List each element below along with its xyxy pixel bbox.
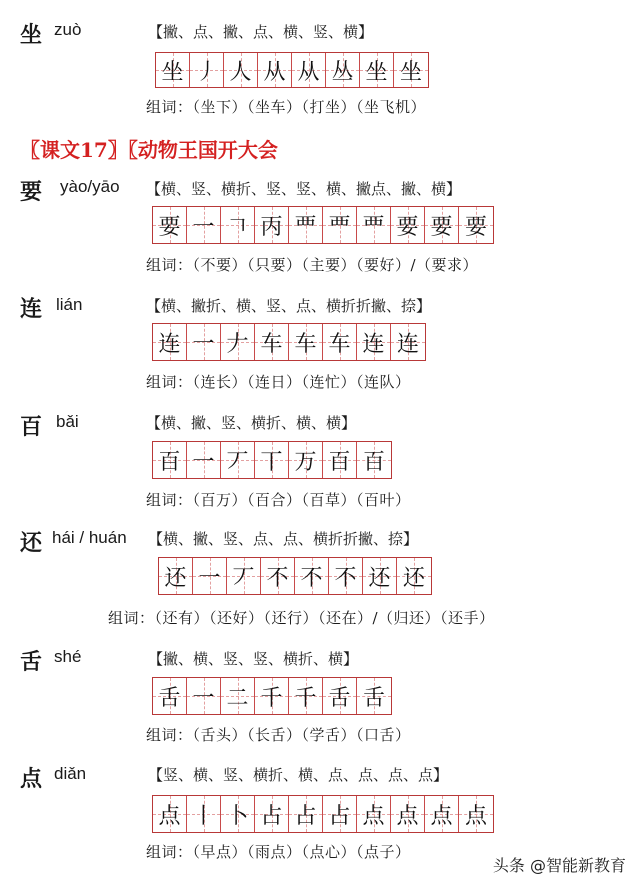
stroke-glyph: 坐 xyxy=(399,59,422,85)
stroke-cell xyxy=(221,678,255,714)
word-examples: 组词：（不要）（只要）（主要）（要好）/（要求） xyxy=(146,256,479,274)
stroke-grid xyxy=(155,52,429,88)
stroke-glyph: 要 xyxy=(158,214,181,240)
stroke-glyph: 万 xyxy=(294,449,317,475)
stroke-order: 【横、撇、竖、点、点、横折折撇、捺】 xyxy=(148,530,419,548)
stroke-glyph: 车 xyxy=(294,331,317,357)
entry-pinyin: bǎi xyxy=(56,412,79,431)
stroke-cell xyxy=(357,207,391,243)
stroke-grid xyxy=(152,323,426,361)
stroke-order: 【撇、点、撇、点、横、竖、横】 xyxy=(148,23,374,41)
stroke-grid xyxy=(152,677,392,715)
stroke-cell xyxy=(292,53,326,87)
stroke-glyph: 百 xyxy=(158,449,181,475)
stroke-glyph: 一 xyxy=(192,685,215,711)
stroke-cell xyxy=(323,324,357,360)
stroke-order: 【撇、横、竖、竖、横折、横】 xyxy=(148,650,359,668)
word-examples: 组词：（连长）（连日）（连忙）（连队） xyxy=(146,373,411,391)
stroke-cell xyxy=(326,53,360,87)
stroke-glyph: 覀 xyxy=(362,214,385,240)
stroke-glyph: 丨 xyxy=(192,803,215,829)
stroke-cell xyxy=(391,324,425,360)
stroke-glyph: 覀 xyxy=(328,214,351,240)
entry-pinyin: hái / huán xyxy=(52,528,127,547)
stroke-cell xyxy=(153,207,187,243)
stroke-cell xyxy=(258,53,292,87)
entry-char: 点 xyxy=(20,767,43,792)
stroke-cell xyxy=(289,207,323,243)
stroke-cell xyxy=(190,53,224,87)
stroke-glyph: 要 xyxy=(430,214,453,240)
stroke-glyph: 一 xyxy=(192,449,215,475)
stroke-cell xyxy=(289,796,323,832)
stroke-cell xyxy=(153,442,187,478)
stroke-cell xyxy=(289,442,323,478)
stroke-glyph: 一 xyxy=(192,214,215,240)
stroke-cell xyxy=(425,796,459,832)
stroke-grid xyxy=(152,206,494,244)
word-examples: 组词：（百万）（百合）（百草）（百叶） xyxy=(146,491,411,509)
stroke-cell xyxy=(391,796,425,832)
stroke-glyph: 二 xyxy=(226,685,249,711)
stroke-cell xyxy=(357,324,391,360)
stroke-glyph: 连 xyxy=(158,331,181,357)
stroke-glyph: 不 xyxy=(300,565,323,591)
stroke-cell xyxy=(156,53,190,87)
entry-pinyin: diǎn xyxy=(54,764,87,783)
stroke-glyph: 丆 xyxy=(232,565,255,591)
word-examples: 组词：（舌头）（长舌）（学舌）（口舌） xyxy=(146,726,411,744)
stroke-glyph: 丿 xyxy=(195,59,218,85)
stroke-order: 【横、撇折、横、竖、点、横折折撇、捺】 xyxy=(146,297,432,315)
stroke-cell xyxy=(193,558,227,594)
stroke-cell xyxy=(261,558,295,594)
stroke-glyph: 𠂇 xyxy=(226,331,249,357)
stroke-cell xyxy=(357,678,391,714)
stroke-cell xyxy=(255,324,289,360)
word-examples: 组词：（早点）（雨点）（点心）（点子） xyxy=(146,843,411,861)
entry-char: 还 xyxy=(20,531,43,556)
stroke-cell xyxy=(224,53,258,87)
stroke-glyph: 还 xyxy=(164,565,187,591)
stroke-glyph: 点 xyxy=(396,803,419,829)
stroke-cell xyxy=(323,442,357,478)
stroke-glyph: 不 xyxy=(334,565,357,591)
stroke-glyph: 点 xyxy=(430,803,453,829)
word-examples: 组词：（坐下）（坐车）（打坐）（坐飞机） xyxy=(146,98,427,116)
entry-pinyin: shé xyxy=(54,647,82,666)
stroke-glyph: 丅 xyxy=(260,449,283,475)
entry-pinyin: yào/yāo xyxy=(60,177,120,196)
entry-char: 要 xyxy=(20,180,43,205)
stroke-cell xyxy=(323,207,357,243)
stroke-glyph: 一 xyxy=(198,565,221,591)
stroke-order: 【横、竖、横折、竖、竖、横、撇点、撇、横】 xyxy=(146,180,462,198)
stroke-glyph: 坐 xyxy=(161,59,184,85)
stroke-glyph: 丛 xyxy=(331,59,354,85)
stroke-glyph: 从 xyxy=(263,59,286,85)
stroke-glyph: 点 xyxy=(158,803,181,829)
stroke-glyph: 占 xyxy=(294,803,317,829)
stroke-glyph: 车 xyxy=(328,331,351,357)
stroke-cell xyxy=(187,324,221,360)
stroke-glyph: 要 xyxy=(464,214,487,240)
stroke-glyph: 人 xyxy=(229,59,252,85)
stroke-cell xyxy=(187,207,221,243)
stroke-glyph: 丆 xyxy=(226,449,249,475)
stroke-cell xyxy=(397,558,431,594)
entry-char: 连 xyxy=(20,297,43,322)
stroke-cell xyxy=(360,53,394,87)
entry-char: 百 xyxy=(20,415,43,440)
stroke-glyph: 一 xyxy=(192,331,215,357)
stroke-glyph: 千 xyxy=(294,685,317,711)
stroke-cell xyxy=(391,207,425,243)
stroke-cell xyxy=(459,796,493,832)
stroke-glyph: 点 xyxy=(464,803,487,829)
stroke-glyph: 𠃍 xyxy=(226,214,249,240)
stroke-glyph: 丙 xyxy=(260,214,283,240)
stroke-cell xyxy=(255,796,289,832)
stroke-glyph: 从 xyxy=(297,59,320,85)
stroke-glyph: 点 xyxy=(362,803,385,829)
stroke-grid xyxy=(158,557,432,595)
stroke-glyph: 舌 xyxy=(362,685,385,711)
stroke-glyph: 坐 xyxy=(365,59,388,85)
watermark: 头条 @智能新教育 xyxy=(492,856,626,875)
stroke-cell xyxy=(255,207,289,243)
entry-pinyin: lián xyxy=(56,295,83,314)
stroke-order: 【横、撇、竖、横折、横、横】 xyxy=(146,414,357,432)
stroke-glyph: 千 xyxy=(260,685,283,711)
stroke-cell xyxy=(357,796,391,832)
stroke-glyph: 要 xyxy=(396,214,419,240)
stroke-cell xyxy=(329,558,363,594)
stroke-cell xyxy=(227,558,261,594)
stroke-grid xyxy=(152,795,494,833)
stroke-cell xyxy=(255,442,289,478)
lesson-heading: 〖课文17〗〖动物王国开大会 xyxy=(20,138,278,162)
stroke-glyph: 百 xyxy=(362,449,385,475)
stroke-cell xyxy=(289,324,323,360)
stroke-glyph: 连 xyxy=(362,331,385,357)
stroke-cell xyxy=(357,442,391,478)
stroke-glyph: 还 xyxy=(402,565,425,591)
stroke-glyph: 占 xyxy=(260,803,283,829)
entry-char: 舌 xyxy=(20,650,43,675)
stroke-grid xyxy=(152,441,392,479)
stroke-cell xyxy=(394,53,428,87)
stroke-cell xyxy=(363,558,397,594)
stroke-cell xyxy=(323,796,357,832)
stroke-cell xyxy=(153,678,187,714)
entry-pinyin: zuò xyxy=(54,20,82,39)
stroke-cell xyxy=(323,678,357,714)
stroke-cell xyxy=(255,678,289,714)
stroke-glyph: 卜 xyxy=(226,803,249,829)
stroke-cell xyxy=(221,442,255,478)
stroke-cell xyxy=(187,442,221,478)
stroke-glyph: 舌 xyxy=(328,685,351,711)
entry-char: 坐 xyxy=(20,23,43,48)
stroke-cell xyxy=(221,324,255,360)
stroke-cell xyxy=(153,324,187,360)
stroke-cell xyxy=(159,558,193,594)
stroke-cell xyxy=(221,796,255,832)
stroke-glyph: 还 xyxy=(368,565,391,591)
stroke-cell xyxy=(187,678,221,714)
stroke-glyph: 占 xyxy=(328,803,351,829)
stroke-order: 【竖、横、竖、横折、横、点、点、点、点】 xyxy=(148,766,449,784)
word-examples: 组词：（还有）（还好）（还行）（还在）/（归还）（还手） xyxy=(108,609,495,627)
stroke-glyph: 舌 xyxy=(158,685,181,711)
stroke-cell xyxy=(425,207,459,243)
stroke-glyph: 不 xyxy=(266,565,289,591)
stroke-cell xyxy=(153,796,187,832)
stroke-glyph: 覀 xyxy=(294,214,317,240)
stroke-cell xyxy=(187,796,221,832)
stroke-cell xyxy=(221,207,255,243)
stroke-glyph: 百 xyxy=(328,449,351,475)
stroke-cell xyxy=(289,678,323,714)
stroke-cell xyxy=(295,558,329,594)
stroke-glyph: 连 xyxy=(396,331,419,357)
stroke-glyph: 车 xyxy=(260,331,283,357)
stroke-cell xyxy=(459,207,493,243)
